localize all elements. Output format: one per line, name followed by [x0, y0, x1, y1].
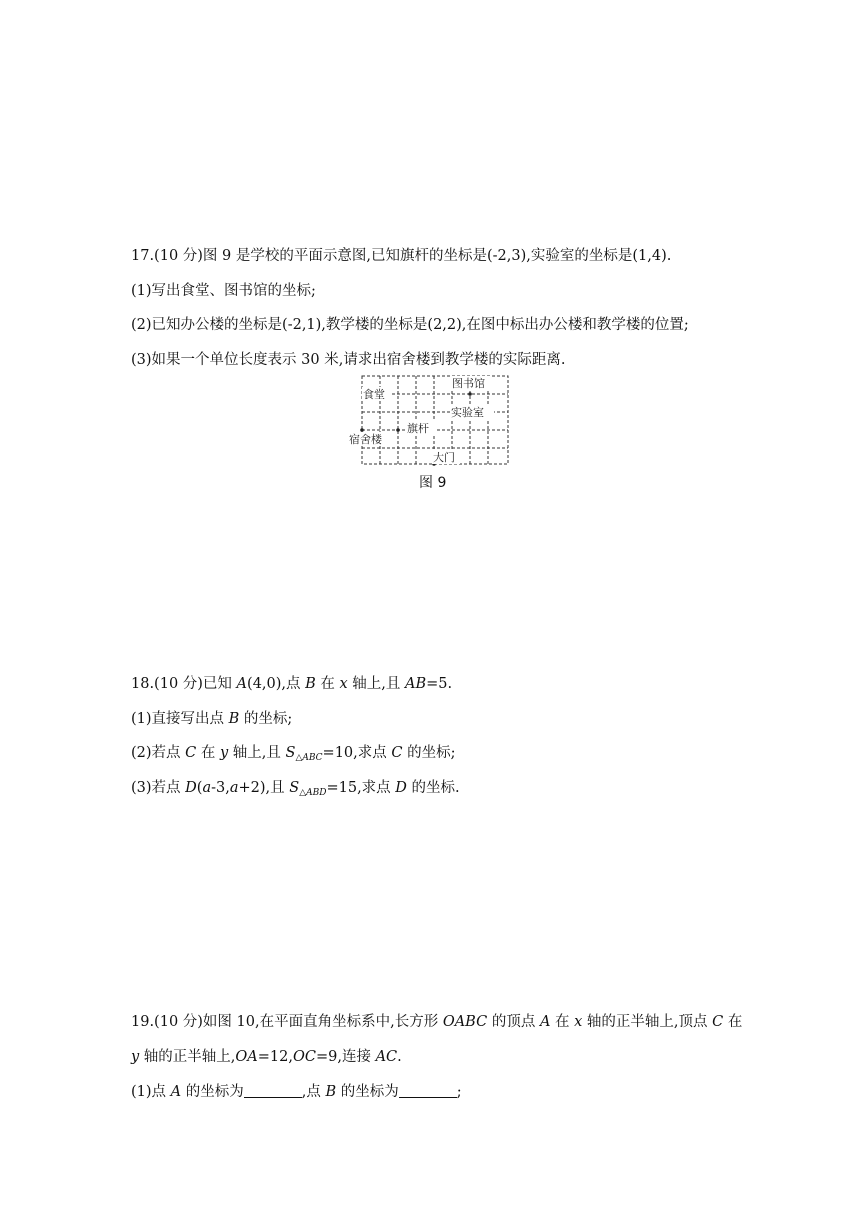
q19-part1: (1)点 A 的坐标为 ,点 B 的坐标为 ;	[131, 1084, 462, 1100]
answer-blank-a[interactable]	[244, 1083, 302, 1098]
q19-stem-line2: y 轴的正半轴上,OA=12,OC=9,连接 AC.	[131, 1049, 402, 1065]
canteen-label: 食堂	[363, 388, 385, 401]
q19-stem-line1: 19.(10 分)如图 10,在平面直角坐标系中,长方形 OABC 的顶点 A 在 x 轴的正半轴上,顶点 C 在	[131, 1014, 743, 1030]
lab-label: 实验室	[451, 406, 484, 419]
school-map-figure	[340, 372, 520, 468]
q17-part2: (2)已知办公楼的坐标是(-2,1),教学楼的坐标是(2,2),在图中标出办公楼和教学楼的位置;	[131, 317, 689, 333]
dorm-label: 宿舍楼	[349, 433, 382, 446]
answer-blank-b[interactable]	[399, 1083, 457, 1098]
q18-part3: (3)若点 D(a-3,a+2),且 $S_{\triangle ABD}=15$,求点 D 的坐标.	[131, 780, 460, 798]
q18-stem: 18.(10 分)已知 A(4,0),点 B 在 x 轴上,且 AB=5.	[131, 676, 453, 692]
q17-part1: (1)写出食堂、图书馆的坐标;	[131, 283, 316, 299]
flagpole-point	[396, 428, 400, 432]
figure-9-caption: 图 9	[419, 475, 447, 491]
dorm-point	[360, 428, 364, 432]
q18-part2: (2)若点 C 在 y 轴上,且 $S_{\triangle ABC}=10$,求点 C 的坐标;	[131, 745, 456, 763]
q17-part3: (3)如果一个单位长度表示 30 米,请求出宿舍楼到教学楼的实际距离.	[131, 352, 566, 368]
library-label: 图书馆	[452, 377, 485, 390]
library-point	[468, 392, 472, 396]
q18-part1: (1)直接写出点 B 的坐标;	[131, 711, 293, 727]
q17-stem: 17.(10 分)图 9 是学校的平面示意图,已知旗杆的坐标是(-2,3),实验室的坐标是(1,4).	[131, 248, 672, 264]
flagpole-label: 旗杆	[407, 422, 429, 435]
gate-label: 大门	[433, 451, 455, 464]
